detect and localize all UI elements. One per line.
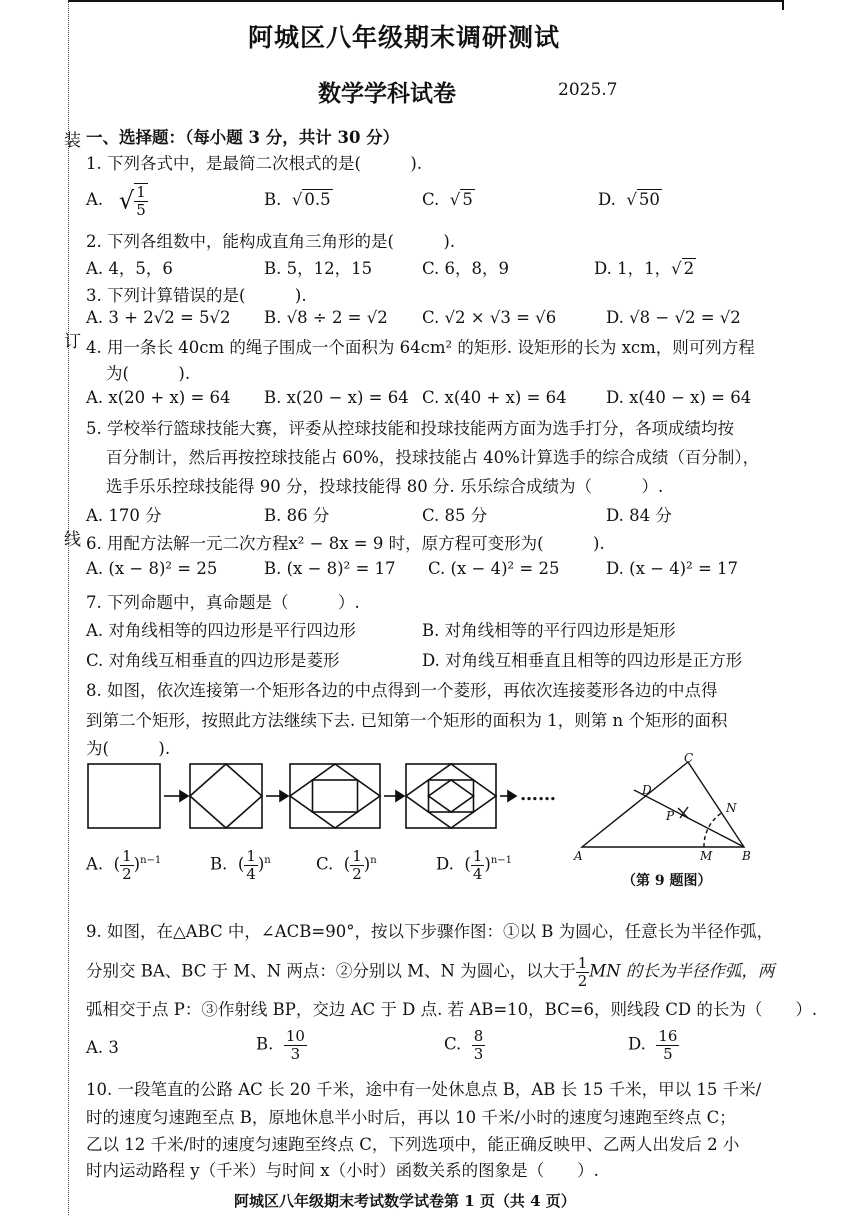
- fig9-label-n: N: [726, 801, 737, 815]
- q8-ellipsis: ……: [520, 784, 556, 805]
- fig9-label-b: B: [742, 849, 751, 862]
- q4-stem-line2: 为( ).: [106, 364, 191, 383]
- fig9-label-p: P: [666, 809, 675, 823]
- binding-char-xian: 线: [64, 530, 81, 550]
- binding-char-ding: 订: [64, 332, 81, 352]
- q2-option-c: C. 6，8，9: [422, 259, 510, 278]
- q8-stem-line3: 为( ).: [86, 739, 171, 758]
- q2-option-a: A. 4，5，6: [86, 259, 173, 278]
- q4-option-c: C. x(40 + x) = 64: [422, 388, 567, 407]
- q7-option-c: C. 对角线互相垂直的四边形是菱形: [86, 651, 340, 670]
- q8-option-d: D. ( $\frac{1}{4}$ )$^{n-1}$: [436, 847, 512, 883]
- q5-option-a: A. 170 分: [86, 506, 162, 525]
- q5-stem-line3: 选手乐乐控球技能得 90 分，投球技能得 80 分. 乐乐综合成绩为（ ）.: [106, 477, 664, 496]
- q9-option-b: B. $\frac{10}{3}$: [256, 1027, 305, 1063]
- q3-option-d: D. √8 − √2 = √2: [606, 308, 741, 327]
- q1-option-b: B. √ 0.5: [264, 190, 331, 209]
- q9-stem-line1: 9. 如图，在△ABC 中，∠ACB=90°，按以下步骤作图：①以 B 为圆心，任意长为半径作弧，: [86, 922, 774, 941]
- exam-date: 2025.7: [558, 80, 618, 100]
- q9-triangle-figure: [570, 752, 770, 862]
- q8-stem-line2: 到第二个矩形，按照此方法继续下去. 已知第一个矩形的面积为 1，则第 n 个矩形的面积: [86, 711, 728, 730]
- binding-dotted-line: [68, 0, 69, 1215]
- page-footer: 阿城区八年级期末考试数学试卷第 1 页（共 4 页）: [234, 1192, 576, 1210]
- q5-option-d: D. 84 分: [606, 506, 672, 525]
- q4-option-b: B. x(20 − x) = 64: [264, 388, 409, 407]
- q10-stem-line2: 时的速度匀速跑至点 B，原地休息半小时后，再以 10 千米/小时的速度匀速跑至终点 C；: [86, 1108, 736, 1127]
- q9-option-a: A. 3: [86, 1038, 119, 1057]
- exam-subtitle: 数学学科试卷: [318, 80, 456, 107]
- fig9-caption: （第 9 题图）: [622, 873, 712, 889]
- q3-option-c: C. √2 × √3 = √6: [422, 308, 557, 327]
- fig9-label-d: D: [642, 783, 652, 797]
- q5-stem-line2: 百分制计，然后再按控球技能占 60%，投球技能占 40%计算选手的综合成绩（百分制），: [106, 448, 760, 467]
- q1-option-a: A. √ $\frac{1}{5}$: [86, 183, 146, 219]
- q5-stem-line1: 5. 学校举行篮球技能大赛，评委从控球技能和投球技能两方面为选手打分，各项成绩均按: [86, 419, 734, 438]
- q1-stem: 1. 下列各式中，是最简二次根式的是( ).: [86, 154, 423, 173]
- q9-stem-line2: 分别交 BA、BC 于 M、N 两点：②分别以 M、N 为圆心，以大于 $\frac{1}{2}$ MN 的长为半径作弧，两: [86, 954, 775, 990]
- q9-option-c: C. $\frac{8}{3}$: [444, 1027, 484, 1063]
- q7-option-b: B. 对角线相等的平行四边形是矩形: [422, 621, 676, 640]
- top-border: [68, 0, 784, 2]
- rect-stage-4: [406, 764, 496, 828]
- q8-option-b: B. ( $\frac{1}{4}$ )$^n$: [210, 847, 271, 883]
- q1-option-c: C. √ 5: [422, 190, 473, 209]
- q6-option-d: D. (x − 4)² = 17: [606, 559, 739, 578]
- q3-option-b: B. √8 ÷ 2 = √2: [264, 308, 388, 327]
- fig9-label-m: M: [700, 849, 713, 862]
- fig9-label-c: C: [684, 752, 694, 765]
- q6-option-c: C. (x − 4)² = 25: [428, 559, 560, 578]
- q10-stem-line4: 时内运动路程 y（千米）与时间 x（小时）函数关系的图象是（ ）.: [86, 1161, 599, 1180]
- rect-stage-1: [88, 764, 160, 828]
- q7-option-d: D. 对角线互相垂直且相等的四边形是正方形: [422, 651, 743, 670]
- exam-title: 阿城区八年级期末调研测试: [248, 23, 561, 52]
- q2-option-d: D. 1，1，√ 2: [594, 259, 695, 278]
- q8-option-a: A. ( $\frac{1}{2}$ )$^{n-1}$: [86, 847, 162, 883]
- q8-option-c: C. ( $\frac{1}{2}$ )$^n$: [316, 847, 377, 883]
- binding-char-zhuang: 装: [64, 131, 81, 151]
- q9-option-d: D. $\frac{16}{5}$: [628, 1027, 678, 1063]
- q6-option-b: B. (x − 8)² = 17: [264, 559, 396, 578]
- q7-option-a: A. 对角线相等的四边形是平行四边形: [86, 621, 356, 640]
- q1-option-d: D. √ 50: [598, 190, 660, 209]
- q10-stem-line3: 乙以 12 千米/时的速度匀速跑至终点 C，下列选项中，能正确反映甲、乙两人出发后 2 小: [86, 1135, 740, 1154]
- q3-option-a: A. 3 + 2√2 = 5√2: [86, 308, 231, 327]
- q6-option-a: A. (x − 8)² = 25: [86, 559, 218, 578]
- q3-stem: 3. 下列计算错误的是( ).: [86, 286, 307, 305]
- fig9-label-a: A: [574, 849, 583, 862]
- right-border-tick: [782, 0, 784, 10]
- q8-stem-line1: 8. 如图，依次连接第一个矩形各边的中点得到一个菱形，再依次连接菱形各边的中点得: [86, 681, 718, 700]
- q5-option-c: C. 85 分: [422, 506, 488, 525]
- q6-stem: 6. 用配方法解一元二次方程x² − 8x = 9 时，原方程可变形为( ).: [86, 534, 605, 553]
- q2-stem: 2. 下列各组数中，能构成直角三角形的是( ).: [86, 232, 456, 251]
- q4-option-d: D. x(40 − x) = 64: [606, 388, 752, 407]
- section-heading: 一、选择题：（每小题 3 分，共计 30 分）: [86, 128, 400, 147]
- q8-rectangle-sequence-figure: [84, 760, 564, 836]
- q4-option-a: A. x(20 + x) = 64: [86, 388, 231, 407]
- q2-option-b: B. 5，12，15: [264, 259, 373, 278]
- q9-stem-line3: 弧相交于点 P：③作射线 BP，交边 AC 于 D 点. 若 AB=10，BC=6，则线段 CD 的长为（ ）.: [86, 1000, 818, 1019]
- q5-option-b: B. 86 分: [264, 506, 330, 525]
- q10-stem-line1: 10. 一段笔直的公路 AC 长 20 千米，途中有一处休息点 B，AB 长 15 千米，甲以 15 千米/: [86, 1080, 762, 1099]
- q7-stem: 7. 下列命题中，真命题是（ ）.: [86, 593, 360, 612]
- rect-stage-3: [290, 764, 380, 828]
- rect-stage-2: [190, 764, 262, 828]
- q4-stem-line1: 4. 用一条长 40cm 的绳子围成一个面积为 64cm² 的矩形. 设矩形的长为 xcm，则可列方程: [86, 338, 755, 357]
